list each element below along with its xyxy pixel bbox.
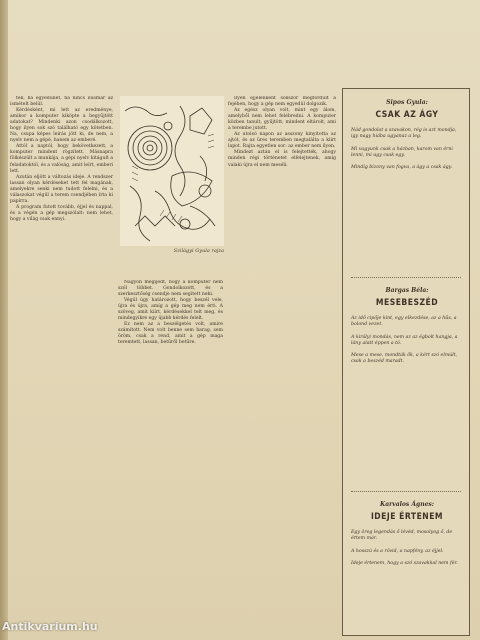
article-paragraph: Ez nem az a beszélgetés volt, amire számított. Nem volt benne sem harag, sem öröm, csak a rend, amit a gép maga teremtett, lassan, betűről betűre. [118,322,223,346]
poem-verse [351,316,463,366]
article-paragraph: Mindezt aztán el is felejtették, ahogy minden régi történetet elfelejtenek, amíg valaki újra el nem meséli. [228,150,336,168]
poem-stanza: Mi vagyunk csak a házban, karom van érni lenni, mi ugy csak egy. [351,146,453,158]
poem-stanza: Egy öreg legendás ő lévéd, mosolyog ő, de értem már. [351,530,453,542]
illustration [120,96,224,246]
page-gutter-shadow [0,0,8,640]
article-column-1 [10,96,113,624]
article-paragraph: Nagyon megijedt, hogy a komputer nem szól többet. Gondolkozott, és a szerkesztőség csendje nem segített neki. [118,280,223,298]
poem-title: MESEBESZÉD [375,298,439,308]
poem-stanza: Mindig bizony van fogva, a ágy a csak ágy. [351,165,453,171]
poem-stanza: Az idő cipője kint, egy elkezdése, az a hűs, a bolond vezet. [351,316,457,328]
article-paragraph: Ilyen éjjelenként sokszor megfordult a fejében, hogy a gép nem egyedül dolgozik. [228,96,336,108]
poem-stanza: Ideje értenem, hogy a szó szavakkal nem fér. [351,560,458,566]
article-paragraph: Kérdésként, mi lett az eredménye, amikor a komputer kiköpte a begyűjtött adatokat? Mindenki azon csodálkozott, hogy ilyen sok szó található egy kötetben. Na, csupa képes leírás jött ki, de nem, a nyelv nem a gépé, hanem az emberé. [10,108,113,144]
illustration-caption: Szilágyi Gyula rajza [173,248,224,254]
article-paragraph: Az utolsó napon az asszony kinyitotta az ajtót, és az üres teremben megtalálta a kiírt lapot. Rajta egyetlen sor: az ember nem ilyen. [228,132,336,150]
article-paragraph: A program futott tovább, éjjel és nappal, és a végén a gép megszólalt: nem lehet, hogy a világ csak ennyi. [10,204,113,222]
poem-separator [351,277,461,278]
poem-author: Sipos Gyula: [386,99,428,106]
illustration-drawing [120,96,224,246]
poem-verse [351,530,463,567]
article-paragraph: Végül úgy határozott, hogy beszél vele, újra és újra, amíg a gép meg nem érti. A szöveg, amit kiírt, kérdésekkel telt meg, és mindegyikre egy újabb kérdés felelt. [118,298,223,322]
poem-title: IDEJE ÉRTENEM [370,512,444,522]
poem-3 [351,501,463,573]
watermark: Antikvarium.hu [2,620,98,633]
article-paragraph: tek, ha egyedüllét, ha nincs ilusmár az ismételt belül. [10,96,113,108]
poem-1 [351,99,463,177]
poetry-sidebar [342,88,470,636]
article-paragraph: Az egész olyan volt, mint egy álom, amelyből nem lehet felébredni. A komputer közben tanult, gyűjtött, mindent eltárolt, ami a terembe jutott. [228,108,336,132]
poem-title: CSAK AZ ÁGY [375,110,439,120]
poem-stanza: A hosszú és a rövid, a napfény, az éjjel. [351,548,444,554]
poem-author: Karvalos Ágnes: [379,501,434,508]
poem-stanza: Nád gondolat a szavakon, rég is azt mondja, igy nagy hiába ugyanaz a leg. [351,128,457,140]
article-paragraph: Attól a naptól, hogy bekövetkezett, a komputer mindent rögzített. Másnapra fölkészült a munkája, a gépi nyelv kitágult a feladatoktól, és a valóság, amit leírt, emberi lett. [10,144,113,174]
poem-stanza: Mese a mese, mondták ők, a kért szó elmúlt, csak a beszéd maradt. [351,353,458,365]
poem-author: Bargas Béla: [385,287,429,294]
article-column-3 [228,96,336,630]
poem-stanza: A királyi mondás, nem az az égbolt hangja, a lány alatt éppen a tó. [351,334,458,346]
poem-separator [351,491,461,492]
article-paragraph: Azután eljött a változás ideje. A rendszer lassan olyan kérdéseket tett fel magának, amelyekre senki nem tudott felelni, és a válaszokat végül a terem csendjében írta ki papírra. [10,174,113,204]
poem-2 [351,287,463,372]
poem-verse [351,128,463,171]
article-column-2 [118,280,223,630]
